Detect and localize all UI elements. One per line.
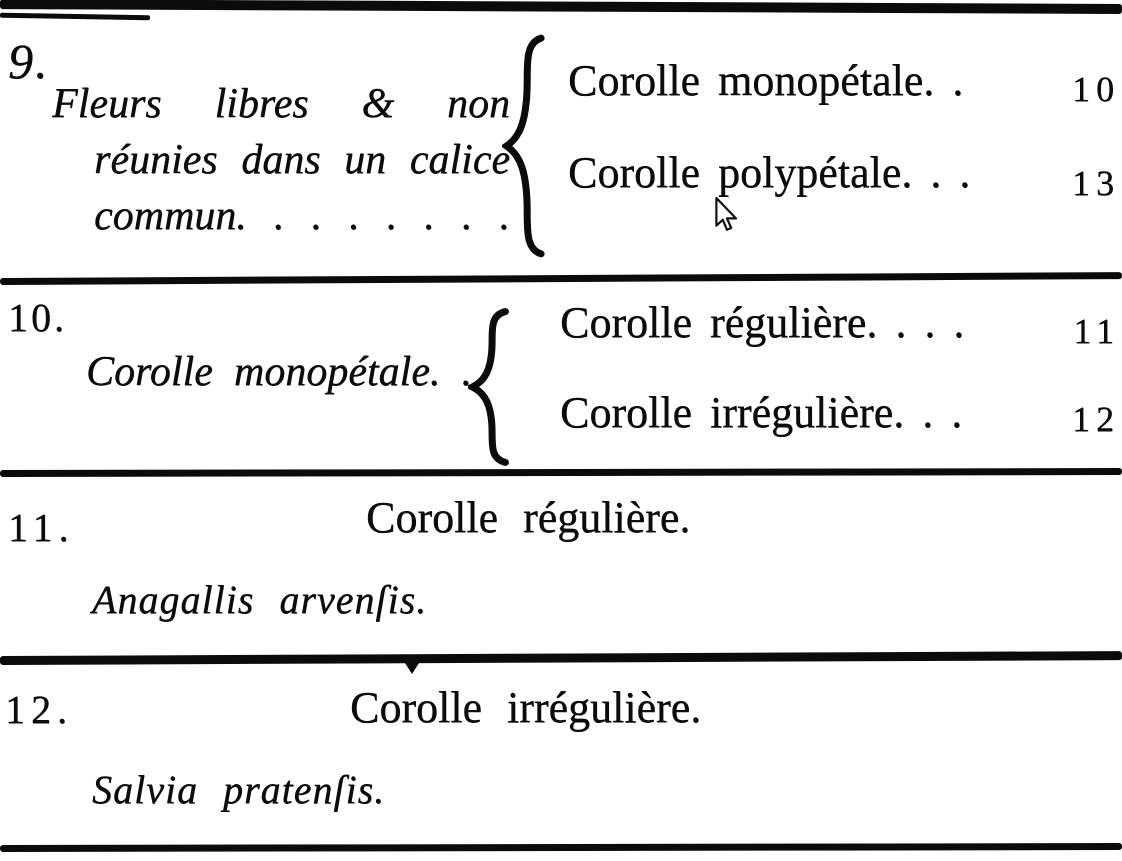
grouping-brace-icon-entry-10 — [468, 308, 512, 466]
entry-9-number: 9. — [8, 33, 50, 89]
entry-9-descriptor-line-1: Fleurs libres & non — [52, 81, 510, 127]
entry-11-species: Anagallis arvenſis. — [92, 577, 428, 622]
entry-12-number: 12. — [5, 687, 73, 732]
grouping-brace-icon-entry-9 — [502, 33, 548, 259]
entry-10-option-2-label: Corolle irrégulière. . . — [560, 388, 963, 437]
horizontal-rule-top — [0, 0, 1122, 14]
ink-notch — [405, 663, 419, 674]
entry-12-species: Salvia pratenſis. — [92, 767, 386, 812]
entry-12-heading: Corolle irrégulière. — [350, 683, 702, 732]
horizontal-rule-after-entry-9 — [0, 272, 1122, 285]
entry-11-heading: Corolle régulière. — [366, 493, 691, 542]
entry-10-descriptor: Corolle monopétale. . — [86, 349, 472, 395]
entry-9-option-1-label: Corolle monopétale. . — [568, 56, 964, 105]
entry-10-option-1-ref: 11 — [1073, 311, 1120, 351]
horizontal-rule-after-entry-11 — [0, 651, 1122, 665]
horizontal-rule-top-thickening — [0, 13, 150, 21]
entry-10-option-1-label: Corolle régulière. . . . — [560, 298, 965, 347]
entry-9-descriptor — [52, 76, 510, 244]
horizontal-rule-bottom — [0, 843, 1122, 852]
entry-9-option-1-ref: 10 — [1072, 69, 1120, 109]
entry-11-number: 11. — [8, 505, 75, 550]
entry-9-descriptor-line-3: commun. . . . . . . . — [94, 193, 510, 239]
horizontal-rule-after-entry-10 — [0, 468, 1122, 477]
entry-9-option-2-ref: 13 — [1072, 163, 1120, 203]
entry-9-descriptor-line-2: réunies dans un calice — [94, 137, 510, 183]
entry-10-number: 10. — [8, 295, 67, 340]
entry-9-option-2-label: Corolle polypétale. . . — [568, 148, 971, 197]
entry-10-option-2-ref: 12 — [1072, 399, 1120, 439]
mouse-cursor-icon — [714, 196, 740, 234]
